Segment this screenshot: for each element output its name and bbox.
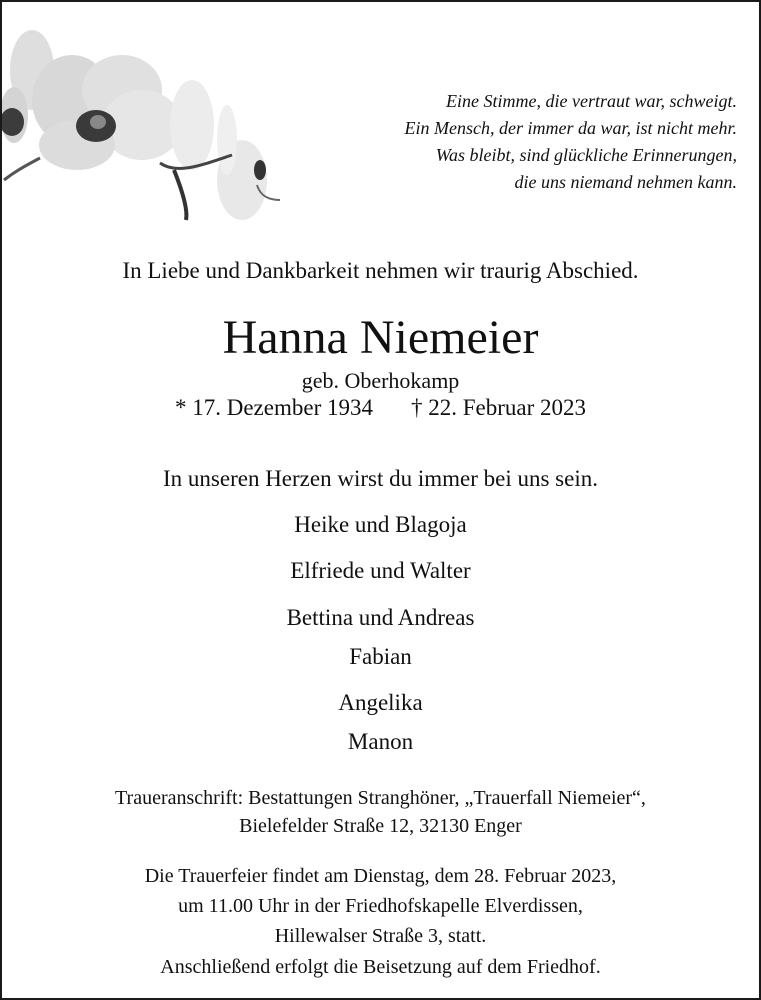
family-member: Bettina und Andreas [286, 605, 475, 630]
mourning-address-line: Traueranschrift: Bestattungen Stranghöner, „Trauerfall Niemeier“, [115, 787, 646, 809]
mourning-address-line: Bielefelder Straße 12, 32130 Enger [239, 815, 522, 837]
ceremony-line: Anschließend erfolgt die Beisetzung auf dem Friedhof. [160, 956, 601, 978]
ceremony-line: Hillewalser Straße 3, statt. [274, 925, 487, 947]
poem-line: Eine Stimme, die vertraut war, schweigt. [446, 91, 737, 111]
family-member: Angelika [338, 690, 423, 715]
intro-text: In Liebe und Dankbarkeit nehmen wir traurig Abschied. [122, 258, 639, 283]
death-date: † 22. Februar 2023 [410, 395, 587, 420]
poem-line: die uns niemand nehmen kann. [514, 172, 737, 192]
poem [317, 88, 737, 196]
family-member: Elfriede und Walter [290, 558, 471, 583]
maiden-name: geb. Oberhokamp [301, 368, 460, 393]
deceased-name: Hanna Niemeier [222, 311, 539, 364]
ceremony-line: Die Trauerfeier findet am Dienstag, dem 28. Februar 2023, [144, 865, 617, 887]
poem-line: Ein Mensch, der immer da war, ist nicht mehr. [404, 118, 737, 138]
family-member: Fabian [349, 644, 412, 669]
family-member: Manon [347, 729, 414, 754]
poem-line: Was bleibt, sind glückliche Erinnerungen, [435, 145, 737, 165]
orchid-image [2, 30, 302, 250]
life-dates [0, 395, 761, 421]
ceremony-line: um 11.00 Uhr in der Friedhofskapelle Elverdissen, [178, 895, 583, 917]
family-member: Heike und Blagoja [294, 512, 467, 537]
birth-date: * 17. Dezember 1934 [174, 395, 373, 420]
heart-line: In unseren Herzen wirst du immer bei uns sein. [163, 466, 598, 491]
